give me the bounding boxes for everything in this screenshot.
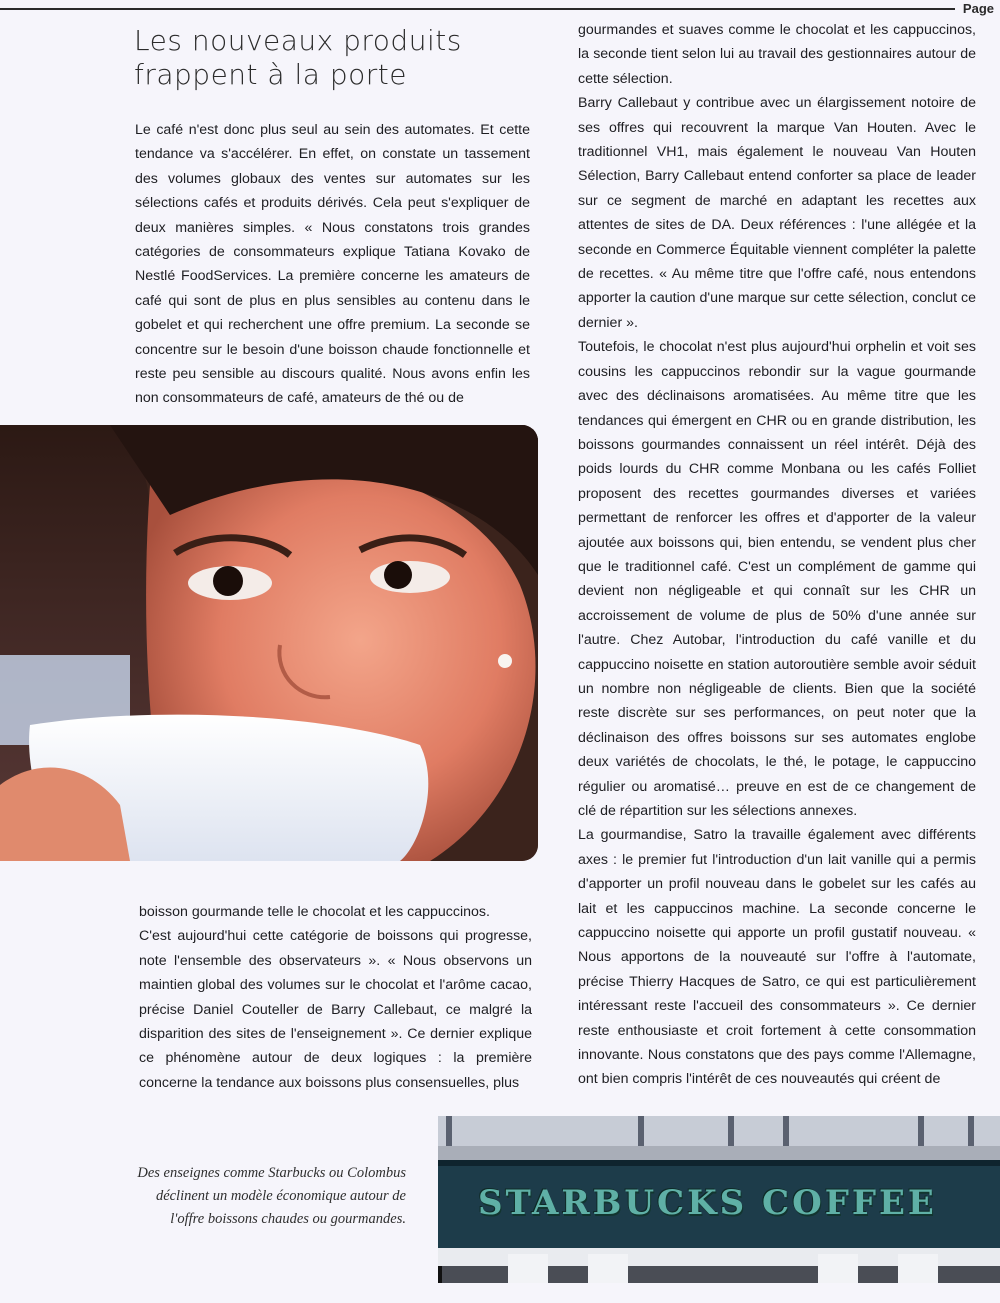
title-line-2: frappent à la porte xyxy=(134,58,407,91)
left-column-top xyxy=(135,118,530,411)
caption-line: déclinent un modèle économique autour de xyxy=(155,1188,406,1204)
woman-drinking-coffee-photo xyxy=(0,425,538,861)
paragraph: Toutefois, le chocolat n'est plus aujourd'hui orphelin et voit ses cousins les cappuccinos rebondir sur la vague gourmande avec des déclinaisons aromatisées. Au même titre que les tendances qui émergent en CHR ou en grande distribution, les boissons gourmandes connaissent un réel intérêt. Déjà des poids lourds du CHR comme Monbana ou les cafés Folliet proposent des recettes gourmandes diverses et variées permettant de renforcer les offres et d'apporter de la valeur ajoutée aux boissons qui, bien entendu, se vendent plus cher que le traditionnel café. C'est un complément de gamme qui devient non négligeable et qui connaît sur les CHR un accroissement de volume de plus de 50% d'une année sur l'autre. Chez Autobar, l'introduction du café vanille et du cappuccino noisette en station autoroutière semble avoir séduit un nombre non négligeable de clients. Bien que la société reste discrète sur ses performances, on peut noter que la déclinaison des offres boissons sur ses automates englobe deux variétés de chocolats, le thé, le potage, le cappuccino régulier ou aromatisé… preuve en est de ce changement de clé de répartition sur les sélections annexes. xyxy=(578,339,976,819)
photo-caption xyxy=(100,1162,406,1231)
right-column xyxy=(578,18,976,1092)
page-label: Page xyxy=(962,1,994,16)
starbucks-storefront-photo xyxy=(438,1116,1000,1283)
paragraph: La gourmandise, Satro la travaille également avec différents axes : le premier fut l'introduction d'un lait vanille qui a permis d'apporter un profil nouveau dans le gobelet sur les cafés au lait et les cappuccinos machine. La seconde concerne le cappuccino noisette qui apporte un profil gustatif nouveau. « Nous apportons de la nouveauté sur l'offre à l'automate, précise Thierry Hacques de Satro, ce qui est particulièrement intéressant reste l'accueil des consommateurs ». Ce dernier reste enthousiaste et croit fortement à cette consommation innovante. Nous constatons que des pays comme l'Allemagne, ont bien compris l'intérêt de ces nouveautés qui créent de xyxy=(578,827,976,1088)
paragraph: Le café n'est donc plus seul au sein des automates. Et cette tendance va s'accélérer. En effet, on constate un tassement des volumes globaux des ventes sur automates sur les sélections cafés et produits dérivés. Cela peut s'expliquer de deux manières simples. « Nous constatons trois grandes catégories de consommateurs explique Tatiana Kovako de Nestlé FoodServices. La première concerne les amateurs de café qui sont de plus en plus sensibles au contenu dans le gobelet et qui recherchent une offre premium. La seconde se concentre sur le besoin d'une boisson chaude fonctionnelle et reste peu sensible au discours qualité. Nous avons enfin les non consommateurs de café, amateurs de thé ou de xyxy=(135,122,530,407)
header-rule xyxy=(0,8,955,10)
caption-line: Des enseignes comme Starbucks ou Colombus xyxy=(137,1165,406,1181)
paragraph: Barry Callebaut y contribue avec un élargissement notoire de ses offres qui recouvrent la marque Van Houten. Avec le traditionnel VH1, mais également le nouveau Van Houten Sélection, Barry Callebaut entend conforter sa place de leader sur ce segment de marché en adaptant les recettes aux attentes de sites de DA. Deux références : l'une allégée et la seconde en Commerce Équitable viennent compléter la palette de recettes. « Au même titre que l'offre café, nous entendons apporter la caution d'une marque sur cette sélection, conclut ce dernier ». xyxy=(578,95,976,331)
article-title xyxy=(134,24,554,92)
title-line-1: Les nouveaux produits xyxy=(134,24,462,57)
left-column-bottom xyxy=(139,900,532,1095)
paragraph: C'est aujourd'hui cette catégorie de boissons qui progresse, note l'ensemble des observateurs ». « Nous observons un maintien global des volumes sur le chocolat et l'arôme cacao, précise Daniel Couteller de Barry Callebaut, ce malgré la disparition des sites de l'enseignement ». Ce dernier explique ce phénomène autour de deux logiques : la première concerne la tendance aux boissons plus consensuelles, plus xyxy=(139,928,532,1091)
caption-line: l'offre boissons chaudes ou gourmandes. xyxy=(170,1211,406,1227)
paragraph: boisson gourmande telle le chocolat et les cappuccinos. xyxy=(139,904,490,920)
paragraph: gourmandes et suaves comme le chocolat et les cappuccinos, la seconde tient selon lui au travail des gestionnaires autour de cette sélection. xyxy=(578,22,976,87)
store-sign-text: STARBUCKS COFFEE xyxy=(478,1183,937,1223)
